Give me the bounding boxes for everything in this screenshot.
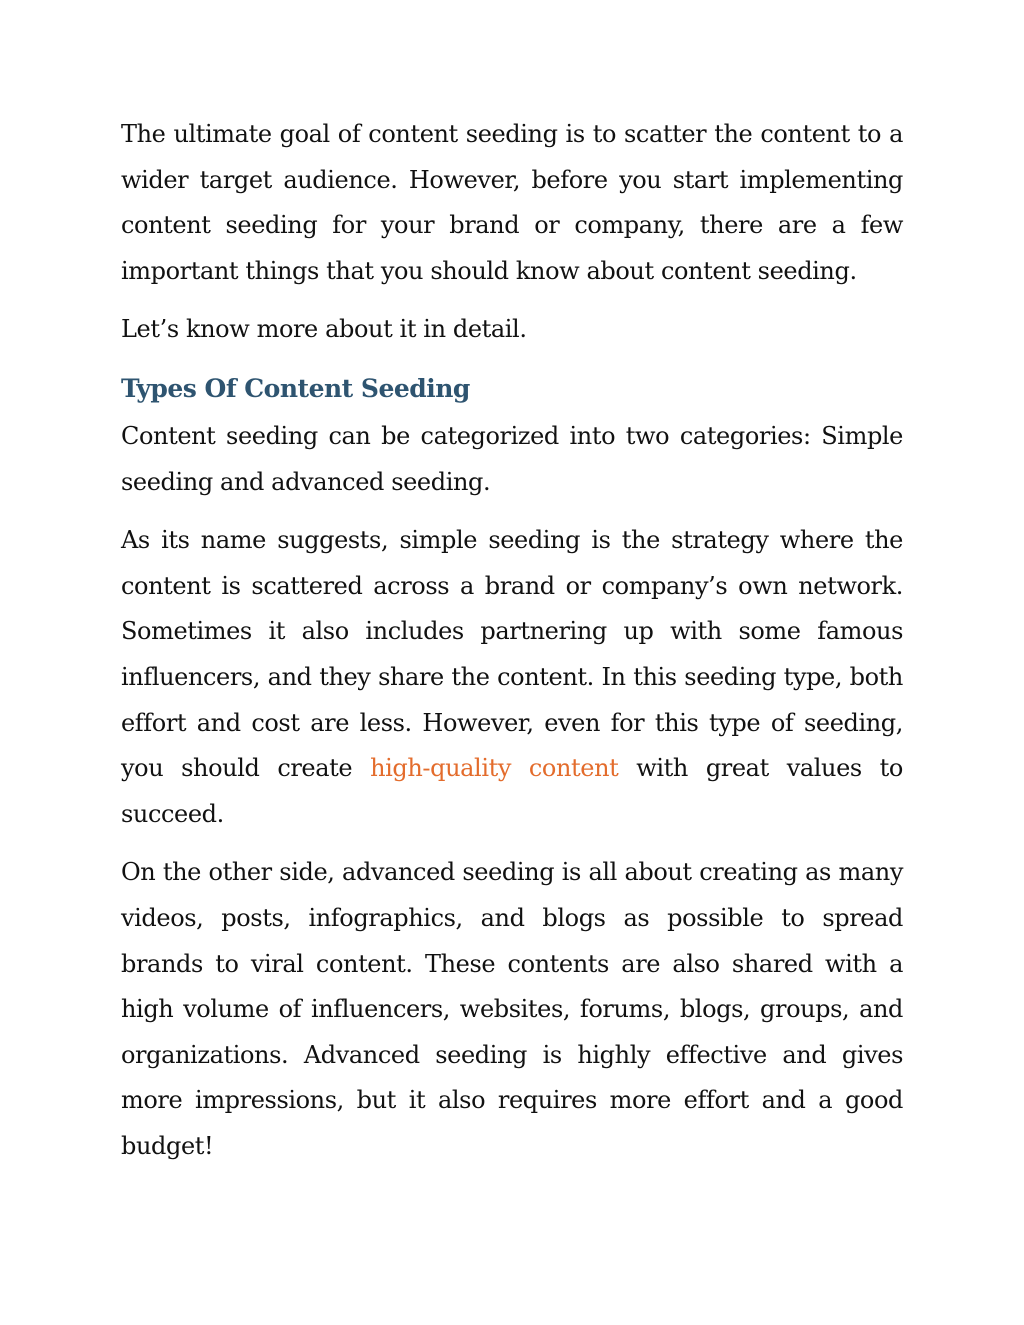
detail-paragraph: Let’s know more about it in detail. bbox=[121, 315, 527, 344]
high-quality-content-link[interactable]: high-quality content bbox=[370, 754, 619, 783]
categories-paragraph: Content seeding can be categorized into two categories: Simple seeding and advanced seeding. bbox=[121, 421, 903, 496]
simple-seeding-text-after: with great values to succeed. bbox=[121, 754, 903, 828]
intro-paragraph: The ultimate goal of content seeding is to scatter the content to a wider target audience. However, before you start implementing content seeding for your brand or company, there are a few important things that you should know about content seeding. bbox=[121, 120, 903, 285]
advanced-seeding-paragraph: On the other side, advanced seeding is all about creating as many videos, posts, infographics, and blogs as possible to spread brands to viral content. These contents are also shared with a high volume of influencers, websites, forums, blogs, groups, and organizations. Advanced seeding is highly effective and gives more impressions, but it also requires more effort and a good budget! bbox=[121, 858, 903, 1160]
section-heading: Types Of Content Seeding bbox=[121, 373, 470, 403]
document-page bbox=[121, 112, 903, 1182]
simple-seeding-text-before: As its name suggests, simple seeding is the strategy where the content is scattered across a brand or company’s own network. Sometimes it also includes partnering up with some famous influencers, and they share the content. In this seeding type, both effort and cost are less. However, even for this type of seeding, you should create bbox=[121, 526, 903, 783]
simple-seeding-paragraph bbox=[121, 518, 903, 837]
